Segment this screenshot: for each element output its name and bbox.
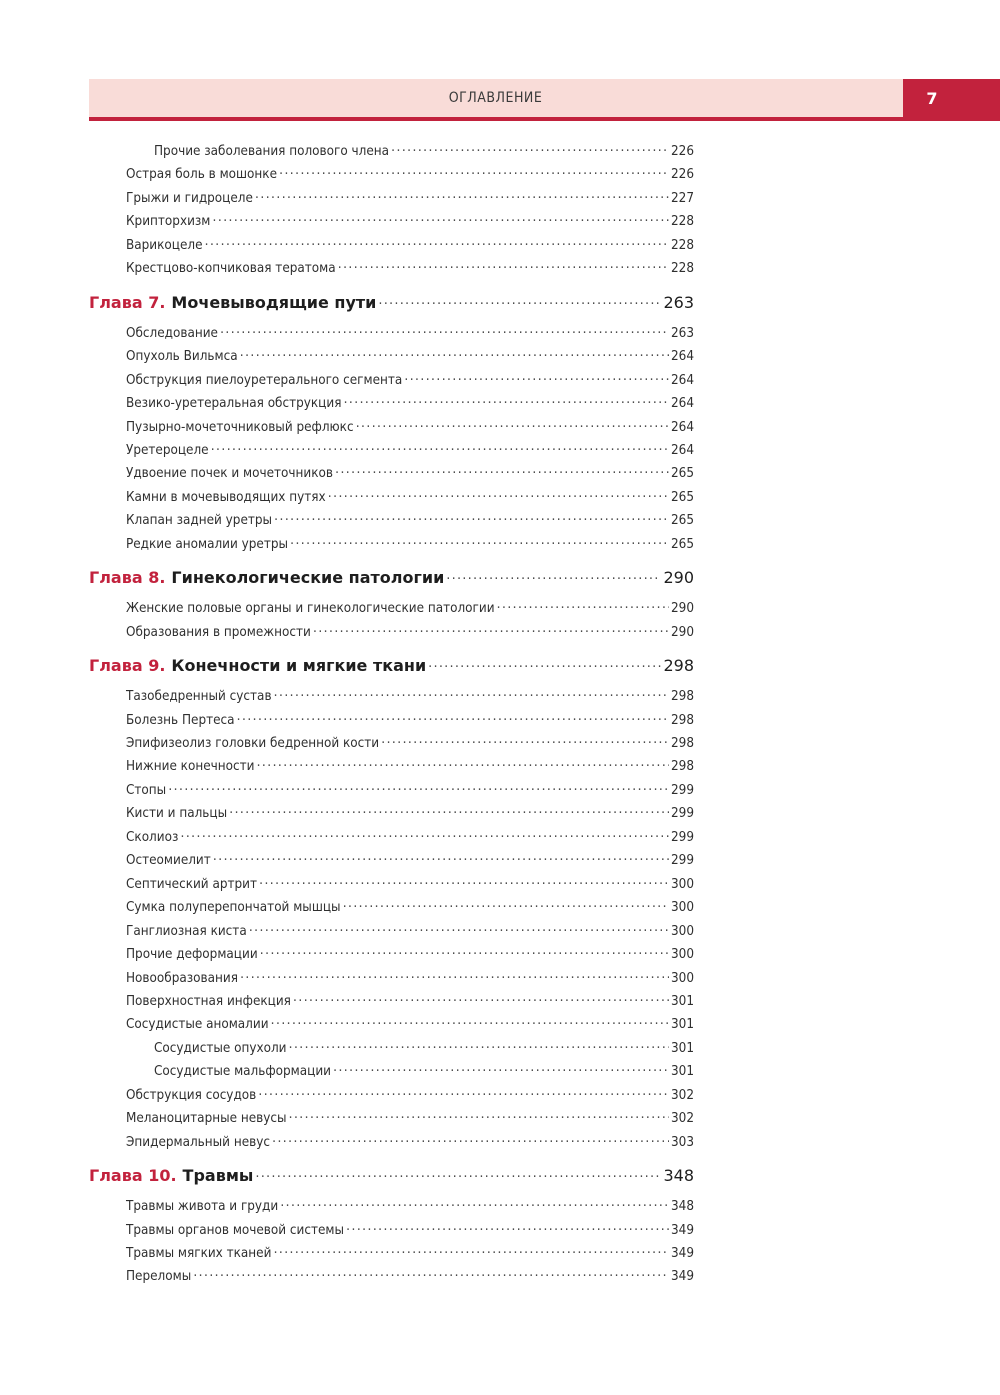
toc-chapter[interactable] — [89, 1165, 694, 1185]
entry-title: Поверхностная инфекция — [126, 993, 291, 1009]
toc-entry[interactable] — [126, 874, 694, 892]
dot-leader — [280, 1196, 669, 1210]
toc-entry[interactable] — [126, 417, 694, 435]
dot-leader — [346, 1220, 669, 1234]
entry-page-number: 228 — [671, 261, 694, 277]
dot-leader — [272, 1132, 669, 1146]
dot-leader — [290, 534, 669, 548]
chapter-title: Гинекологические патологии — [171, 568, 445, 588]
toc-entry[interactable] — [126, 827, 694, 845]
chapter-number: Глава 8. — [89, 568, 166, 588]
entry-page-number: 226 — [671, 167, 694, 183]
entry-title: Травмы мягких тканей — [126, 1246, 272, 1261]
entry-page-number: 226 — [671, 144, 694, 159]
dot-leader — [328, 487, 669, 501]
toc-entry[interactable] — [126, 393, 694, 411]
entry-title: Женские половые органы и гинекологические патологии — [126, 601, 495, 617]
entry-page-number: 302 — [671, 1087, 694, 1103]
toc-chapter[interactable] — [89, 292, 694, 312]
chapter-title: Травмы — [182, 1166, 254, 1186]
toc-entry[interactable] — [126, 850, 694, 868]
entry-title: Пузырно-мочеточниковый рефлюкс — [126, 419, 354, 435]
toc-entry[interactable] — [126, 733, 694, 751]
entry-page-number: 299 — [671, 782, 694, 798]
entry-page-number: 298 — [671, 689, 694, 705]
entry-page-number: 303 — [671, 1134, 694, 1150]
entry-title: Остеомиелит — [126, 853, 211, 869]
dot-leader — [237, 710, 669, 724]
dot-leader — [279, 164, 669, 178]
entry-title: Травмы органов мочевой системы — [126, 1222, 345, 1238]
toc-chapter[interactable] — [89, 655, 694, 675]
entry-page-number: 265 — [671, 536, 694, 552]
entry-title: Сумка полуперепончатой мышцы — [126, 900, 341, 916]
entry-title: Тазобедренный сустав — [126, 689, 272, 705]
entry-page-number: 264 — [671, 396, 694, 412]
entry-title: Сосудистые мальформации — [154, 1064, 331, 1080]
toc-entry[interactable] — [126, 370, 694, 388]
dot-leader — [335, 463, 669, 477]
entry-page-number: 264 — [671, 442, 694, 458]
entry-title: Крипторхизм — [126, 214, 211, 230]
dot-leader — [313, 622, 669, 636]
entry-page-number: 228 — [671, 237, 694, 253]
toc-entry[interactable] — [126, 235, 694, 253]
dot-leader — [255, 1165, 661, 1181]
entry-page-number: 300 — [671, 876, 694, 892]
toc-entry[interactable] — [126, 1085, 694, 1103]
dot-leader — [205, 235, 670, 249]
toc-entry[interactable] — [126, 346, 694, 364]
toc-entry[interactable] — [126, 1220, 694, 1238]
dot-leader — [258, 1085, 669, 1099]
chapter-page-number: 290 — [663, 568, 694, 588]
dot-leader — [273, 1243, 669, 1257]
dot-leader — [229, 803, 669, 817]
toc-entry[interactable] — [126, 323, 694, 341]
toc-entry[interactable] — [126, 440, 694, 458]
entry-title: Болезнь Пертеса — [126, 712, 235, 728]
toc-entry[interactable] — [126, 1132, 694, 1150]
dot-leader — [240, 346, 669, 360]
entry-title: Варикоцеле — [126, 237, 203, 253]
entry-title: Острая боль в мошонке — [126, 167, 277, 183]
entry-title: Уретероцеле — [126, 442, 209, 458]
entry-page-number: 265 — [671, 489, 694, 505]
entry-title: Образования в промежности — [126, 624, 311, 640]
chapter-page-number: 298 — [663, 656, 694, 676]
toc-entry[interactable] — [126, 188, 694, 206]
entry-title: Прочие деформации — [126, 947, 258, 963]
page-number: 7 — [926, 89, 938, 108]
entry-page-number: 301 — [671, 993, 694, 1009]
entry-page-number: 301 — [671, 1064, 694, 1080]
page-number-tab — [903, 79, 1000, 121]
dot-leader — [249, 921, 669, 935]
entry-page-number: 301 — [671, 1017, 694, 1033]
dot-leader — [259, 874, 669, 888]
dot-leader — [274, 686, 669, 700]
toc-subentry[interactable] — [154, 1061, 694, 1079]
header-rule — [89, 117, 1000, 121]
dot-leader — [343, 897, 669, 911]
toc-entry[interactable] — [126, 622, 694, 640]
entry-page-number: 264 — [671, 419, 694, 435]
toc-entry[interactable] — [126, 1014, 694, 1032]
dot-leader — [289, 1108, 669, 1122]
entry-title: Крестцово-копчиковая тератома — [126, 261, 336, 277]
entry-page-number: 349 — [671, 1246, 694, 1261]
entry-page-number: 227 — [671, 190, 694, 206]
entry-title: Новообразования — [126, 970, 238, 986]
entry-title: Обследование — [126, 325, 218, 341]
dot-leader — [255, 188, 669, 202]
entry-title: Сосудистые аномалии — [126, 1017, 269, 1033]
chapter-title: Конечности и мягкие ткани — [171, 656, 427, 676]
entry-page-number: 298 — [671, 712, 694, 728]
entry-page-number: 300 — [671, 947, 694, 963]
entry-title: Сколиоз — [126, 829, 179, 845]
toc-entry[interactable] — [126, 1266, 694, 1284]
entry-title: Сосудистые опухоли — [154, 1040, 287, 1056]
entry-page-number: 263 — [671, 325, 694, 341]
toc-entry[interactable] — [126, 534, 694, 552]
entry-page-number: 265 — [671, 513, 694, 529]
entry-title: Грыжи и гидроцеле — [126, 190, 253, 206]
entry-page-number: 299 — [671, 829, 694, 845]
entry-title: Эпидермальный невус — [126, 1134, 270, 1150]
entry-title: Прочие заболевания полового члена — [154, 144, 390, 159]
toc-entry[interactable] — [126, 944, 694, 962]
toc-entry[interactable] — [126, 487, 694, 505]
toc-entry[interactable] — [126, 710, 694, 728]
toc-entry[interactable] — [126, 991, 694, 1009]
toc-entry[interactable] — [126, 968, 694, 986]
entry-page-number: 349 — [671, 1222, 694, 1238]
entry-page-number: 265 — [671, 466, 694, 482]
dot-leader — [497, 598, 669, 612]
toc-entry[interactable] — [126, 897, 694, 915]
toc-entry[interactable] — [126, 1243, 694, 1261]
toc-entry[interactable] — [126, 258, 694, 276]
toc-entry[interactable] — [126, 164, 694, 182]
dot-leader — [220, 323, 669, 337]
toc-entry[interactable] — [126, 803, 694, 821]
entry-title: Меланоцитарные невусы — [126, 1111, 287, 1127]
dot-leader — [180, 827, 669, 841]
dot-leader — [193, 1266, 669, 1280]
chapter-number: Глава 7. — [89, 292, 166, 312]
entry-title: Ганглиозная киста — [126, 923, 247, 939]
page-header — [89, 79, 1000, 117]
entry-title: Камни в мочевыводящих путях — [126, 489, 326, 505]
entry-page-number: 290 — [671, 624, 694, 640]
dot-leader — [381, 733, 669, 747]
dot-leader — [288, 1038, 669, 1052]
entry-page-number: 298 — [671, 736, 694, 751]
dot-leader — [260, 944, 669, 958]
dot-leader — [378, 292, 661, 308]
entry-title: Клапан задней уретры — [126, 513, 273, 529]
dot-leader — [213, 850, 669, 864]
entry-title: Опухоль Вильмса — [126, 349, 238, 365]
toc-entry[interactable] — [126, 463, 694, 481]
entry-page-number: 300 — [671, 900, 694, 916]
toc-subentry[interactable] — [154, 141, 694, 159]
dot-leader — [404, 370, 669, 384]
entry-title: Травмы живота и груди — [126, 1199, 279, 1215]
entry-page-number: 300 — [671, 923, 694, 939]
dot-leader — [168, 780, 669, 794]
toc-entry[interactable] — [126, 780, 694, 798]
entry-page-number: 228 — [671, 214, 694, 230]
entry-title: Эпифизеолиз головки бедренной кости — [126, 736, 380, 751]
dot-leader — [428, 655, 661, 671]
dot-leader — [212, 211, 669, 225]
chapter-number: Глава 10. — [89, 1166, 177, 1186]
toc-entry[interactable] — [126, 598, 694, 616]
entry-title: Септический артрит — [126, 876, 258, 892]
dot-leader — [333, 1061, 669, 1075]
entry-page-number: 302 — [671, 1111, 694, 1127]
toc-entry[interactable] — [126, 211, 694, 229]
entry-page-number: 299 — [671, 853, 694, 869]
entry-page-number: 300 — [671, 970, 694, 986]
dot-leader — [256, 756, 669, 770]
toc-entry[interactable] — [126, 921, 694, 939]
chapter-page-number: 348 — [663, 1166, 694, 1186]
dot-leader — [446, 567, 661, 583]
toc-entry[interactable] — [126, 686, 694, 704]
dot-leader — [338, 258, 669, 272]
chapter-title: Мочевыводящие пути — [171, 292, 377, 312]
chapter-number: Глава 9. — [89, 656, 166, 676]
toc-entry[interactable] — [126, 756, 694, 774]
entry-page-number: 264 — [671, 372, 694, 388]
entry-page-number: 290 — [671, 601, 694, 617]
dot-leader — [293, 991, 669, 1005]
entry-title: Переломы — [126, 1269, 192, 1285]
entry-page-number: 264 — [671, 349, 694, 365]
entry-page-number: 299 — [671, 806, 694, 822]
dot-leader — [240, 968, 669, 982]
toc-chapter[interactable] — [89, 567, 694, 587]
entry-page-number: 349 — [671, 1269, 694, 1285]
entry-title: Редкие аномалии уретры — [126, 536, 289, 552]
chapter-page-number: 263 — [663, 292, 694, 312]
dot-leader — [391, 141, 669, 155]
entry-title: Удвоение почек и мочеточников — [126, 466, 333, 482]
dot-leader — [356, 417, 669, 431]
entry-title: Кисти и пальцы — [126, 806, 228, 822]
toc-entry[interactable] — [126, 1196, 694, 1214]
entry-title: Обструкция сосудов — [126, 1087, 257, 1103]
entry-title: Нижние конечности — [126, 759, 255, 775]
toc-subentry[interactable] — [154, 1038, 694, 1056]
dot-leader — [274, 510, 669, 524]
entry-title: Везико-уретеральная обструкция — [126, 396, 342, 412]
entry-page-number: 348 — [671, 1199, 694, 1215]
entry-page-number: 298 — [671, 759, 694, 775]
dot-leader — [271, 1014, 669, 1028]
toc-entry[interactable] — [126, 1108, 694, 1126]
toc-entry[interactable] — [126, 510, 694, 528]
entry-title: Обструкция пиелоуретерального сегмента — [126, 372, 403, 388]
entry-page-number: 301 — [671, 1040, 694, 1056]
dot-leader — [343, 393, 669, 407]
entry-title: Стопы — [126, 782, 167, 798]
dot-leader — [211, 440, 669, 454]
running-head-title: ОГЛАВЛЕНИЕ — [448, 90, 543, 106]
